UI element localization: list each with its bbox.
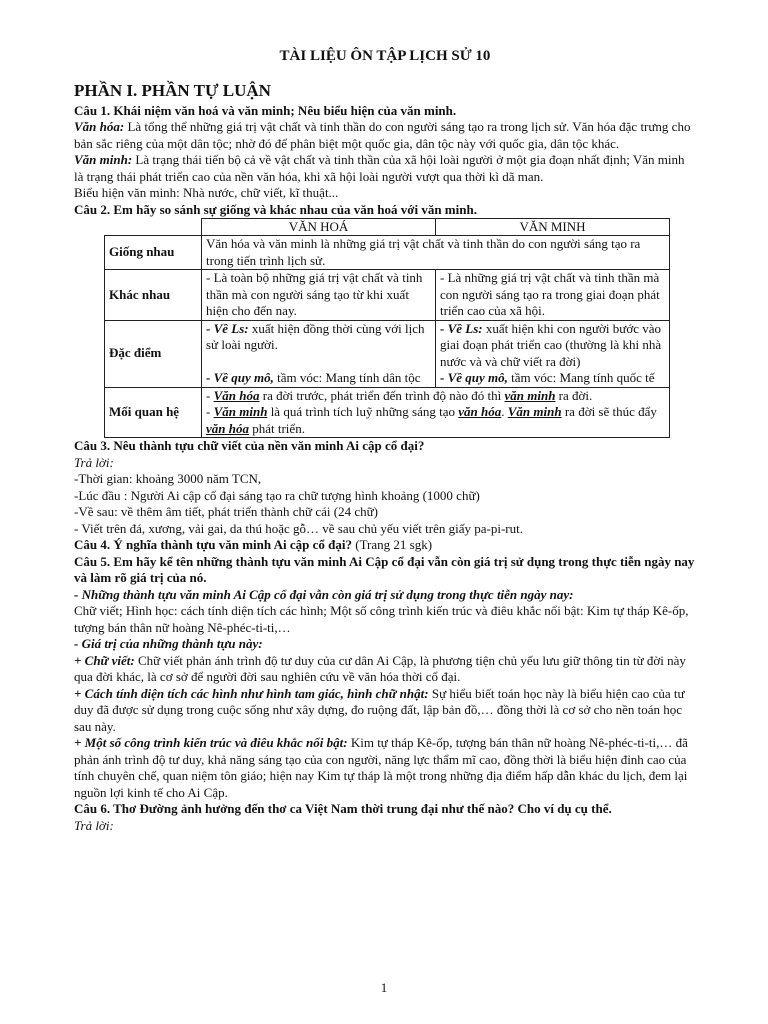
text: xuất hiện khi con người bước vào giai đoạn phát triển cao (thường là khi nhà nước và và chữ viết ra đời) bbox=[440, 320, 662, 369]
q3-line: -Về sau: về thêm âm tiết, phát triển thành chữ cái (24 chữ) bbox=[74, 504, 378, 519]
cell-line bbox=[440, 370, 665, 387]
q4-heading: Câu 4. Ý nghĩa thành tựu văn minh Ai cập cổ đại? bbox=[74, 537, 352, 552]
label: + Chữ viết: bbox=[74, 652, 135, 668]
cell-line bbox=[206, 404, 665, 437]
q1-vanhoa bbox=[74, 119, 696, 152]
cell bbox=[436, 320, 670, 387]
table-row bbox=[105, 320, 670, 387]
text: phát triển. bbox=[248, 420, 305, 436]
q5-chuviet bbox=[74, 653, 696, 686]
table-row bbox=[105, 236, 670, 270]
term: Văn hóa bbox=[213, 387, 260, 403]
term: văn hóa bbox=[458, 404, 502, 419]
col-vanminh: VĂN MINH bbox=[436, 219, 670, 236]
cell: Văn hóa và văn minh là những giá trị vật chất và tinh thần do con người sáng tạo ra trong tiến trình lịch sử. bbox=[202, 236, 670, 270]
text: Kim tự tháp Kê-ốp, tượng bán thân nữ hoàng Nê-phéc-ti-ti,… đã phản ánh trình độ tư duy, khả năng sáng tạo của con người, năng lực thẩm mĩ cao, đồng thời là biểu hiện đỉnh cao của tính chuyên chế, quan niệm tôn giáo; hiện nay Kim tự tháp là một trong những địa điểm hấp dẫn khác du lịch, đem lại nguồn lợi kinh tế cho Ai Cập. bbox=[74, 735, 688, 800]
text: ra đời sẽ thúc đẩy bbox=[561, 404, 657, 419]
text: tầm vóc: Mang tính dân tộc bbox=[273, 369, 421, 385]
table-corner bbox=[105, 219, 202, 236]
q3-line: - Viết trên đá, xương, vải gai, da thú hoặc gỗ… về sau chủ yếu viết trên giấy pa-pi-rut. bbox=[74, 520, 523, 536]
q5-kientruc bbox=[74, 735, 696, 801]
q5-hinhhoc bbox=[74, 686, 696, 736]
row-label: Mối quan hệ bbox=[105, 387, 202, 438]
row-label: Khác nhau bbox=[105, 270, 202, 321]
q1-vanminh bbox=[74, 152, 696, 185]
q2-heading: Câu 2. Em hãy so sánh sự giống và khác nhau của văn hoá với văn minh. bbox=[74, 201, 477, 217]
text: xuất hiện đồng thời cùng với lịch sử loài người. bbox=[206, 320, 425, 352]
label: + Cách tính diện tích các hình như hình tam giác, hình chữ nhật: bbox=[74, 685, 429, 701]
label: - Về Ls: bbox=[440, 320, 483, 336]
q5-sub1: - Những thành tựu văn minh Ai Cập cổ đại vẫn còn giá trị sử dụng trong thực tiễn ngày nay: bbox=[74, 586, 574, 602]
page-number: 1 bbox=[380, 980, 388, 995]
table-row bbox=[105, 270, 670, 321]
q5-sub1-text: Chữ viết; Hình học: cách tính diện tích các hình; Một số công trình kiến trúc và điêu khắc nổi bật: Kim tự tháp Kê-ốp, tượng bán thân nữ hoàng Nê-phéc-ti-ti,… bbox=[74, 603, 689, 635]
cell-line bbox=[206, 388, 665, 405]
text: Sự hiểu biết toán học này là biểu hiện cao của tư duy đã được sử dụng trong cuộc sống như xây dựng, đo ruộng đất, lập bản đồ,… đồng thời là cơ sở cho nền toán học sau này. bbox=[74, 685, 685, 734]
document-title: TÀI LIỆU ÔN TẬP LỊCH SỬ 10 bbox=[279, 48, 491, 64]
table-header-row bbox=[105, 219, 670, 236]
table-row bbox=[105, 387, 670, 438]
q1-heading: Câu 1. Khái niệm văn hoá và văn minh; Nêu biểu hiện của văn minh. bbox=[74, 102, 457, 118]
answer-label: Trả lời: bbox=[74, 454, 114, 470]
text: ra đời trước, phát triển đến trình độ nào đó thì bbox=[259, 387, 505, 403]
text: - bbox=[206, 404, 214, 419]
q5-sub2: - Giá trị của những thành tựu này: bbox=[74, 636, 263, 651]
q5-heading: Câu 5. Em hãy kể tên những thành tựu văn minh Ai Cập cổ đại vẫn còn giá trị sử dụng trong thực tiễn ngày nay và làm rõ giá trị của nó. bbox=[74, 553, 695, 585]
text: - bbox=[206, 387, 214, 403]
text: là quá trình tích luỹ những sáng tạo bbox=[267, 404, 459, 419]
text: ra đời. bbox=[555, 387, 593, 403]
label: - Về quy mô, bbox=[440, 370, 508, 385]
term: văn minh bbox=[504, 387, 556, 403]
q3-line: -Lúc đầu : Người Ai cập cổ đại sáng tạo ra chữ tượng hình khoảng (1000 chữ) bbox=[74, 487, 480, 503]
answer-label: Trả lời: bbox=[74, 817, 114, 833]
term: Văn minh bbox=[213, 404, 268, 419]
term: văn hóa bbox=[206, 420, 249, 436]
q1-bieuhien: Biểu hiện văn minh: Nhà nước, chữ viết, kĩ thuật... bbox=[74, 185, 339, 200]
q4-note: (Trang 21 sgk) bbox=[351, 537, 433, 552]
row-label: Đặc điểm bbox=[105, 320, 202, 387]
text: . bbox=[501, 404, 508, 419]
cell: - Là những giá trị vật chất và tinh thần mà con người sáng tạo ra trong giai đoạn phát triển cao của xã hội. bbox=[436, 270, 670, 321]
q4 bbox=[74, 537, 696, 554]
part-heading: PHẦN I. PHẦN TỰ LUẬN bbox=[74, 80, 271, 100]
text: Là trạng thái tiến bộ cả về vật chất và tinh thần của xã hội loài người ở một gia đoạn nhất định; Văn minh là trạng thái phát triển cao của nền văn hóa, khi xã hội loài người vượt qua thời kì dã man. bbox=[74, 152, 685, 184]
cell: - Là toàn bộ những giá trị vật chất và tinh thần mà con người sáng tạo từ khi xuất hiện cho đến nay. bbox=[202, 270, 436, 321]
label: + Một số công trình kiến trúc và điêu khắc nổi bật: bbox=[74, 735, 348, 750]
cell bbox=[202, 387, 670, 438]
label: Văn hóa: bbox=[74, 119, 125, 134]
label: Văn minh: bbox=[74, 152, 133, 167]
label: - Về Ls: bbox=[206, 320, 249, 336]
cell-line bbox=[440, 321, 665, 371]
label: - Về quy mô, bbox=[206, 369, 274, 385]
q3-line: -Thời gian: khoảng 3000 năm TCN, bbox=[74, 471, 262, 486]
text: Chữ viết phản ánh trình độ tư duy của cư dân Ai Cập, là phương tiện chủ yếu lưu giữ thông tin từ đời này qua đời khác, là cơ sở để người đời sau nghiên cứu về văn hóa thời cổ đại. bbox=[74, 652, 686, 684]
cell-line bbox=[206, 370, 431, 387]
document-page bbox=[74, 48, 696, 834]
q6-heading: Câu 6. Thơ Đường ảnh hưởng đến thơ ca Việt Nam thời trung đại như thế nào? Cho ví dụ cụ thể. bbox=[74, 801, 612, 816]
col-vanhoa: VĂN HOÁ bbox=[202, 219, 436, 236]
cell bbox=[202, 320, 436, 387]
term: Văn minh bbox=[507, 404, 562, 419]
text: tầm vóc: Mang tính quốc tế bbox=[507, 370, 655, 385]
q3-heading: Câu 3. Nêu thành tựu chữ viết của nền văn minh Ai cập cổ đại? bbox=[74, 438, 425, 453]
cell-line bbox=[206, 321, 431, 354]
row-label: Giống nhau bbox=[105, 236, 202, 270]
text: Là tổng thể những giá trị vật chất và tinh thần do con người sáng tạo ra trong lịch sử. Văn hóa đặc trưng cho bản sắc riêng của một dân tộc; nhờ đó để phân biệt một quốc gia, dân tộc này với quốc gia, dân tộc khác. bbox=[74, 119, 691, 151]
comparison-table bbox=[104, 218, 670, 438]
